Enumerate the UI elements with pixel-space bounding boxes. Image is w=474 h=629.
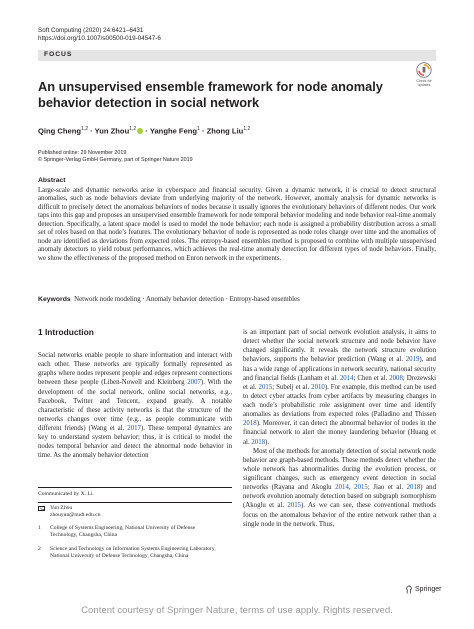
author-name[interactable]: Yanghe Feng — [149, 126, 198, 136]
email-link[interactable]: zhouyun@nudt.edu.cn — [50, 512, 101, 519]
citation-link[interactable]: 2018 — [243, 420, 257, 428]
author-affiliation: 1,2 — [243, 126, 251, 132]
article-title: An unsupervised ensemble framework for node anomaly behavior detection in social network — [38, 79, 383, 110]
published-date: Published online: 29 November 2019 — [38, 150, 127, 156]
body-column-right — [243, 328, 436, 529]
affiliation-mark: 1 — [38, 525, 41, 531]
courtesy-notice: Content courtesy of Springer Nature, terms of use apply. Rights reserved. — [81, 605, 393, 616]
keyword-item: Entropy-based ensembles — [229, 296, 300, 303]
citation-link[interactable]: 2019 — [405, 356, 420, 364]
keyword-item: Network node modeling — [74, 296, 141, 303]
citation-link[interactable]: 2010 — [311, 383, 325, 391]
citation-link[interactable]: 2018 — [251, 438, 266, 446]
springer-horse-icon — [405, 585, 413, 594]
doi-link[interactable]: https://doi.org/10.1007/s00500-019-04547-6 — [38, 35, 161, 42]
author-name[interactable]: Qing Cheng — [38, 126, 82, 136]
orcid-icon[interactable] — [137, 128, 143, 134]
footnote-divider — [38, 487, 232, 488]
author-affiliation: 1,2 — [129, 126, 137, 132]
keyword-item: Anomaly behavior detection — [146, 296, 224, 303]
citation-link[interactable]: 2018 — [406, 484, 421, 492]
footnote-divider — [38, 502, 232, 503]
publisher-name: Springer — [415, 586, 442, 593]
citation-link[interactable]: 2015 — [354, 484, 368, 492]
corresponding-author-name: Yun Zhou — [50, 505, 73, 511]
check-for-updates-badge[interactable] — [412, 62, 436, 87]
publisher-logo — [405, 585, 441, 594]
paragraph: Social networks enable people to share information and interact with each other. These networks are typically formally represented as graphs where nodes represent people and edges represent connections between these people (Liben-Nowell and Kleinberg 2007). With the development of the social network, online social networks, e.g., Facebook, Twitter and Tencent, expand greatly. A notable characteristic of these activity networks is that the structure of the networks changes over time (e.g., as people communicate with different friends) (Wang et al. 2017). These temporal dynamics are key to understand system behavior; thus, it is critical to model the nodes temporal behavior and detect the abnormal node behavior in time. As the anomaly behavior detection — [38, 352, 233, 460]
body-column-left — [38, 351, 232, 461]
publication-info — [38, 150, 193, 164]
check-for-updates-label: Check for updates — [416, 79, 432, 87]
focus-banner — [38, 50, 436, 61]
corresponding-author — [50, 505, 101, 520]
citation-link[interactable]: 2015 — [287, 502, 302, 510]
check-for-updates-icon — [416, 62, 432, 78]
author-affiliation: 1 — [197, 126, 200, 132]
affiliation-mark: 2 — [38, 546, 41, 552]
abstract-heading: Abstract — [38, 177, 66, 184]
communicated-by: Communicated by X. Li. — [38, 491, 94, 497]
citation-link[interactable]: 2014 — [335, 484, 349, 492]
keywords: Keywords Network node modeling · Anomaly behavior detection · Entropy-based ensembles — [38, 296, 300, 303]
keywords-label: Keywords — [38, 296, 71, 303]
section-heading-introduction: 1 Introduction — [38, 327, 94, 337]
citation-link[interactable]: 2014 — [339, 374, 354, 382]
citation-link[interactable]: 2017 — [127, 425, 141, 432]
author-list: Qing Cheng$^{1,2}$ · Yun Zhou$^{1,2}$ · Yanghe Feng$^1$ · Zhong Liu$^{1,2}$ — [38, 126, 251, 136]
envelope-icon — [38, 506, 45, 511]
affiliation-2: Science and Technology on Information Systems Engineering Laboratory, National University of Defense Technology, Changsha, China — [50, 546, 216, 560]
citation-link[interactable]: 2007 — [187, 379, 201, 387]
author-name[interactable]: Yun Zhou — [94, 126, 130, 136]
copyright-line: © Springer-Verlag GmbH Germany, part of Springer Nature 2019 — [38, 157, 193, 164]
paragraph: is an important part of social network evolution analysis, it aims to detect whether the social network structure and node behavior have changed significantly. It reveals the network structure evolution behaviors, supports the behavior prediction (Wang et al. 2019), and has a wide range of applications in network security, national security and financial fields (Lanham et al. 2014; Chen et al. 2008; Drezewski et al. 2015; Subelj et al. 2010). For example, this method can be used to detect cyber attacks from cyber artifacts by measuring changes in each node’s probabilistic role assignment over time and identify anomalies as deviations from expected roles (Palladino and Thissen 2018). Moreover, it can detect the abnormal behavior of nodes in the financial network to alert the money laundering behavior (Huang et al. 2018). — [243, 329, 436, 446]
citation-link[interactable]: 2015 — [258, 383, 273, 391]
affiliation-1: College of Systems Engineering, National University of Defense Technology, Changsha, China — [50, 525, 196, 539]
author-name[interactable]: Zhong Liu — [206, 126, 244, 136]
paragraph: Most of the methods for anomaly detection of social network node behavior are graph-based methods. These methods detect whether the whole network has abnormalities during the evolution process, or significant changes, such as emergency event detection in social networks (Rayana and Akoglu 2014, 2015; Jiao et al. 2018) and network evolution anomaly detection based on subgraph isomorphism (Akoglu et al. 2015). As we can see, these conventional methods focus on the anomalous behavior of the entire network rather than a single node in the network. Thus, — [243, 447, 437, 528]
journal-citation: Soft Computing (2020) 24:6421–6431 — [38, 27, 144, 34]
author-affiliation: 1,2 — [81, 126, 88, 132]
citation-link[interactable]: 2008 — [389, 374, 403, 382]
journal-header — [38, 27, 161, 43]
focus-label: FOCUS — [44, 51, 73, 58]
abstract-text: Large-scale and dynamic networks arise in cyberspace and financial security. Given a dynamic network, it is crucial to detect structural anomalies, such as node behaviors deviate from underlying majority of the network. However, anomaly analysis for dynamic networks is difficult to precisely detect the anomalous behaviors of nodes because it usually ignores the evolutionary behaviors of different nodes. Our work taps into this gap and proposes an unsupervised ensemble framework for node temporal behavior modeling and node behavior real-time anomaly detection. Specifically, a latent space model is used to model the node behavior; each node is assigned a probability distribution across a small set of roles based on that node’s features. The evolutionary behavior of node is represented as node roles change over time and the anomalies of node are identified as deviations from expected roles. The entropy-based ensembles method is proposed to combine with multiple unsupervised anomaly detectors to yield robust performances, which achieves the real-time anomaly detection for different types of node behaviors. Finally, we show the effectiveness of the proposed method on Enron network in the experiments. — [38, 187, 436, 262]
